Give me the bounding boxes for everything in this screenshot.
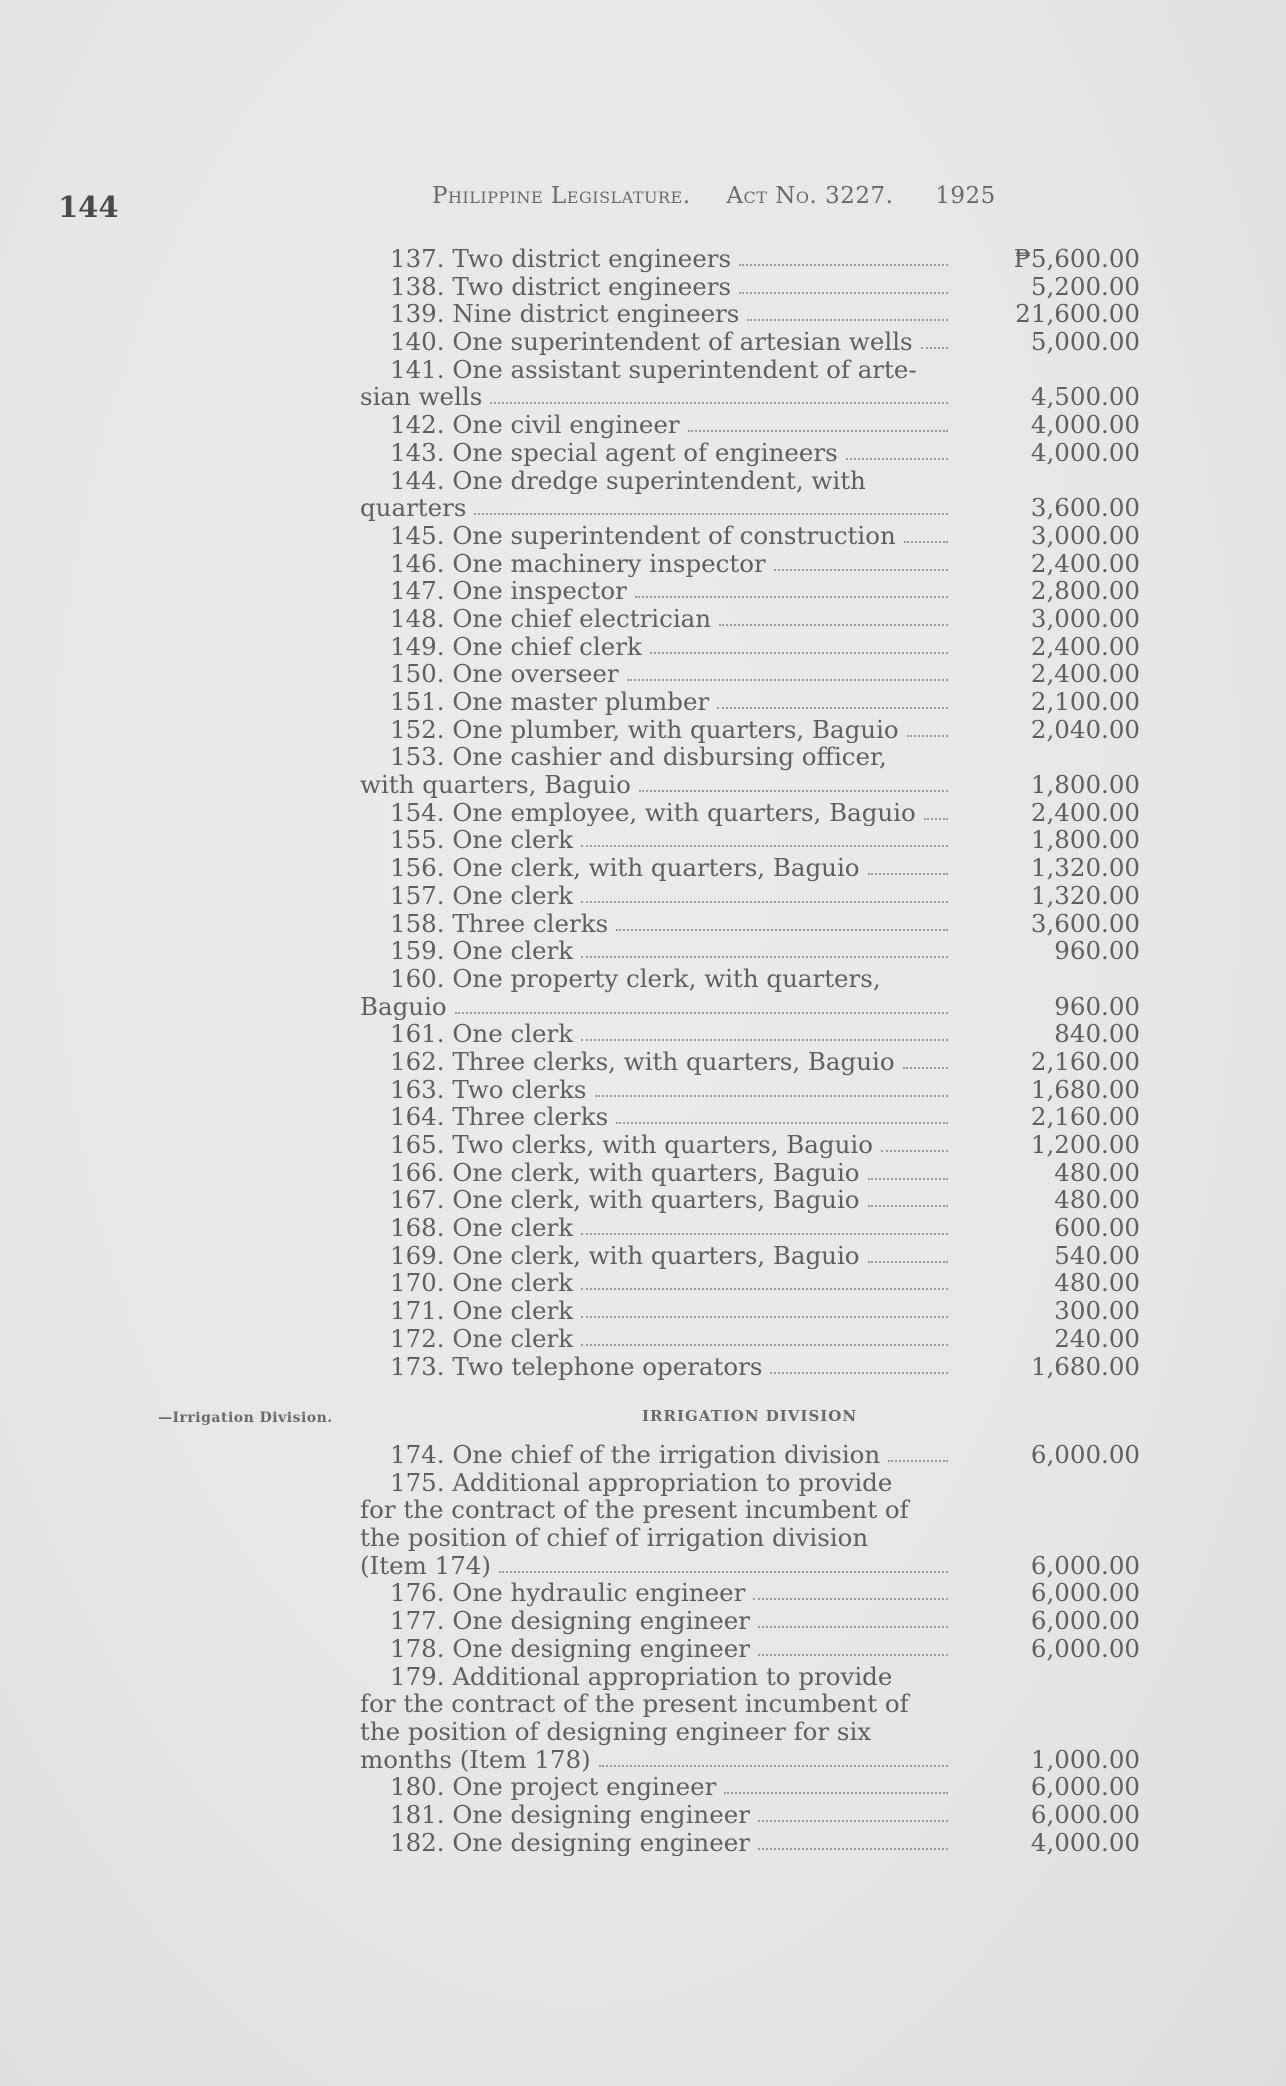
- line-item: [360, 1131, 1140, 1159]
- line-item: [360, 1579, 1140, 1607]
- line-item-row: [360, 1353, 1140, 1381]
- line-item: [360, 1297, 1140, 1325]
- item-amount: 1,800.00: [1030, 770, 1140, 800]
- line-item: [360, 356, 1140, 411]
- item-description: 163. Two clerks: [390, 1075, 587, 1104]
- leader-dots: [868, 1205, 948, 1207]
- running-head-legislature: Philippine Legislature.: [432, 183, 691, 209]
- item-description: 179. Additional appropriation to provide: [390, 1662, 893, 1691]
- line-item: [360, 633, 1140, 661]
- item-amount: 4,000.00: [1030, 410, 1140, 440]
- item-description: 177. One designing engineer: [390, 1607, 750, 1635]
- leader-dots: [627, 679, 948, 681]
- item-amount: 2,160.00: [1030, 1046, 1140, 1076]
- line-item: [360, 910, 1140, 938]
- item-amount: 1,200.00: [1030, 1130, 1140, 1159]
- leader-dots: [868, 873, 948, 875]
- leader-dots: [490, 402, 948, 404]
- line-item-row: [360, 273, 1140, 301]
- line-item-row: [360, 1242, 1140, 1270]
- leader-dots: [770, 1372, 948, 1374]
- leader-dots: [581, 956, 948, 958]
- leader-dots: [581, 1288, 948, 1290]
- line-item: [360, 660, 1140, 688]
- item-description-continued: the position of designing engineer for six: [360, 1717, 872, 1746]
- item-amount: 1,320.00: [1030, 880, 1140, 910]
- leader-dots: [907, 735, 948, 737]
- leader-dots: [924, 818, 948, 820]
- item-description: 166. One clerk, with quarters, Baguio: [390, 1158, 860, 1187]
- leader-dots: [474, 513, 948, 515]
- item-description: 162. Three clerks, with quarters, Baguio: [390, 1047, 895, 1076]
- leader-dots: [455, 1012, 948, 1014]
- item-amount: 5,200.00: [1030, 271, 1140, 301]
- line-item: [360, 1801, 1140, 1829]
- line-item-row: [360, 300, 1140, 328]
- leader-dots: [747, 319, 948, 321]
- line-item: [360, 965, 1140, 1020]
- line-item-row: [360, 1718, 1140, 1746]
- item-description: 155. One clerk: [390, 826, 574, 855]
- item-description: 145. One superintendent of construction: [390, 521, 896, 550]
- leader-dots: [724, 1792, 948, 1794]
- line-item-row: [360, 937, 1140, 965]
- line-item-row: [360, 965, 1140, 993]
- leader-dots: [581, 1233, 948, 1235]
- leader-dots: [581, 1316, 948, 1318]
- line-item-row: [360, 1663, 1140, 1691]
- leader-dots: [581, 1039, 948, 1041]
- item-description: 148. One chief electrician: [390, 604, 712, 633]
- item-description-continued: months (Item 178): [360, 1745, 591, 1774]
- item-amount: 6,000.00: [1030, 1799, 1140, 1829]
- item-amount: 6,000.00: [1030, 1550, 1140, 1580]
- leader-dots: [739, 264, 948, 266]
- line-item: [360, 1269, 1140, 1297]
- item-amount: 240.00: [1054, 1323, 1140, 1353]
- leader-dots: [595, 1095, 948, 1097]
- item-amount: 2,400.00: [1030, 659, 1140, 689]
- line-item-row: [360, 1269, 1140, 1297]
- line-item: [360, 300, 1140, 328]
- line-item: [360, 1159, 1140, 1187]
- item-amount: 1,680.00: [1030, 1074, 1140, 1104]
- line-item-row: [360, 771, 1140, 799]
- leader-dots: [717, 707, 948, 709]
- item-description-continued: with quarters, Baguio: [360, 771, 631, 799]
- item-description: 150. One overseer: [390, 660, 619, 689]
- line-item-row: [360, 1325, 1140, 1353]
- item-description: 157. One clerk: [390, 881, 574, 910]
- line-item-row: [360, 1214, 1140, 1242]
- line-item-row: [360, 1131, 1140, 1159]
- leader-dots: [881, 1150, 948, 1152]
- line-item: [360, 882, 1140, 910]
- line-item-row: [360, 577, 1140, 605]
- item-amount: 2,400.00: [1030, 631, 1140, 661]
- line-item-row: [360, 1469, 1140, 1497]
- item-amount: 6,000.00: [1030, 1440, 1140, 1469]
- side-note-irrigation: —Irrigation Division.: [158, 1410, 333, 1426]
- line-item-row: [360, 1103, 1140, 1131]
- item-amount: 3,000.00: [1030, 603, 1140, 633]
- item-amount: 1,000.00: [1030, 1744, 1140, 1774]
- line-item: [360, 1325, 1140, 1353]
- item-description: 142. One civil engineer: [390, 411, 680, 439]
- leader-dots: [581, 845, 948, 847]
- item-description: 152. One plumber, with quarters, Baguio: [390, 715, 899, 744]
- item-amount: 2,160.00: [1030, 1102, 1140, 1132]
- line-item-row: [360, 688, 1140, 716]
- leader-dots: [616, 1122, 948, 1124]
- item-description-continued: for the contract of the present incumbent of: [360, 1690, 909, 1718]
- leader-dots: [774, 569, 948, 571]
- item-description-continued: for the contract of the present incumbent of: [360, 1496, 909, 1525]
- line-item-row: [360, 854, 1140, 882]
- item-description: 182. One designing engineer: [390, 1828, 750, 1857]
- leader-dots: [758, 1654, 948, 1656]
- item-description: 160. One property clerk, with quarters,: [390, 964, 881, 993]
- line-item-row: [360, 716, 1140, 744]
- item-description: 141. One assistant superintendent of arte-: [390, 355, 917, 384]
- item-description: 180. One project engineer: [390, 1773, 717, 1801]
- item-amount: 1,800.00: [1030, 825, 1140, 855]
- line-item-row: [360, 605, 1140, 633]
- item-description-continued: Baguio: [360, 992, 447, 1021]
- line-item-row: [360, 1159, 1140, 1187]
- line-item: [360, 522, 1140, 550]
- line-item-row: [360, 826, 1140, 854]
- item-amount: 4,000.00: [1030, 1827, 1140, 1857]
- item-amount: 480.00: [1054, 1185, 1140, 1215]
- item-amount: 4,000.00: [1030, 437, 1140, 467]
- line-item: [360, 937, 1140, 965]
- leader-dots: [904, 541, 948, 543]
- item-amount: 3,600.00: [1030, 493, 1140, 523]
- leader-dots: [739, 292, 948, 294]
- item-amount: 2,040.00: [1030, 714, 1140, 744]
- item-amount: 5,000.00: [1030, 327, 1140, 357]
- line-item: [360, 826, 1140, 854]
- item-description: 139. Nine district engineers: [390, 300, 740, 329]
- leader-dots: [868, 1178, 948, 1180]
- item-description: 138. Two district engineers: [390, 272, 732, 301]
- leader-dots: [499, 1571, 948, 1573]
- leader-dots: [758, 1848, 948, 1850]
- line-item: [360, 1441, 1140, 1469]
- line-item: [360, 1469, 1140, 1580]
- line-item: [360, 854, 1140, 882]
- line-item: [360, 1214, 1140, 1242]
- line-item-row: [360, 522, 1140, 550]
- item-description-continued: the position of chief of irrigation division: [360, 1524, 869, 1552]
- item-amount: 3,600.00: [1030, 908, 1140, 938]
- line-item: [360, 1607, 1140, 1635]
- leader-dots: [635, 596, 948, 598]
- line-item-row: [360, 328, 1140, 356]
- item-description: 169. One clerk, with quarters, Baguio: [390, 1241, 860, 1270]
- leader-dots: [719, 624, 948, 626]
- line-item: [360, 577, 1140, 605]
- line-item: [360, 328, 1140, 356]
- line-item-row: [360, 743, 1140, 771]
- item-description: 156. One clerk, with quarters, Baguio: [390, 854, 860, 882]
- line-item: [360, 1076, 1140, 1104]
- appropriation-list: [360, 245, 1140, 1380]
- item-amount: 2,100.00: [1030, 687, 1140, 716]
- line-item-row: [360, 356, 1140, 384]
- line-item-row: [360, 1773, 1140, 1801]
- leader-dots: [616, 929, 948, 931]
- line-item-row: [360, 882, 1140, 910]
- leader-dots: [753, 1598, 948, 1600]
- line-item-row: [360, 245, 1140, 273]
- leader-dots: [599, 1765, 948, 1767]
- leader-dots: [868, 1261, 948, 1263]
- line-item: [360, 245, 1140, 273]
- item-amount: 1,320.00: [1030, 853, 1140, 883]
- line-item: [360, 605, 1140, 633]
- line-item: [360, 467, 1140, 522]
- leader-dots: [581, 901, 948, 903]
- line-item: [360, 1353, 1140, 1381]
- leader-dots: [581, 1344, 948, 1346]
- line-item-row: [360, 1297, 1140, 1325]
- item-description: 181. One designing engineer: [390, 1800, 750, 1829]
- line-item-row: [360, 494, 1140, 522]
- line-item-row: [360, 1020, 1140, 1048]
- line-item-row: [360, 1801, 1140, 1829]
- item-description: 153. One cashier and disbursing officer,: [390, 743, 887, 772]
- item-amount: 6,000.00: [1030, 1606, 1140, 1636]
- line-item: [360, 1773, 1140, 1801]
- line-item: [360, 1242, 1140, 1270]
- item-amount: 6,000.00: [1030, 1633, 1140, 1663]
- item-amount: 960.00: [1054, 936, 1140, 966]
- item-amount: 4,500.00: [1030, 382, 1140, 412]
- item-description: 151. One master plumber: [390, 688, 710, 716]
- item-description: 149. One chief clerk: [390, 632, 642, 661]
- line-item: [360, 1186, 1140, 1214]
- section-heading: IRRIGATION DIVISION: [642, 1407, 858, 1425]
- leader-dots: [639, 790, 948, 792]
- item-description: 154. One employee, with quarters, Baguio: [390, 798, 916, 827]
- item-amount: 540.00: [1054, 1240, 1140, 1270]
- item-description: 165. Two clerks, with quarters, Baguio: [390, 1131, 873, 1159]
- item-description: 178. One designing engineer: [390, 1634, 750, 1663]
- item-description: 172. One clerk: [390, 1324, 574, 1353]
- leader-dots: [758, 1820, 948, 1822]
- line-item: [360, 716, 1140, 744]
- running-head: [432, 183, 996, 209]
- leader-dots: [846, 458, 948, 460]
- line-item: [360, 1663, 1140, 1774]
- item-amount: 480.00: [1054, 1157, 1140, 1187]
- item-amount: 960.00: [1054, 991, 1140, 1021]
- line-item: [360, 1829, 1140, 1857]
- line-item: [360, 1048, 1140, 1076]
- item-amount: 2,800.00: [1030, 576, 1140, 606]
- line-item-row: [360, 1607, 1140, 1635]
- leader-dots: [921, 347, 948, 349]
- item-amount: 21,600.00: [1015, 299, 1140, 329]
- line-item: [360, 273, 1140, 301]
- item-description: 146. One machinery inspector: [390, 549, 766, 578]
- line-item: [360, 799, 1140, 827]
- line-item-row: [360, 439, 1140, 467]
- item-description: 174. One chief of the irrigation division: [390, 1441, 881, 1469]
- item-amount: 300.00: [1054, 1296, 1140, 1326]
- line-item-row: [360, 910, 1140, 938]
- item-description: 176. One hydraulic engineer: [390, 1579, 746, 1608]
- line-item: [360, 743, 1140, 798]
- item-description: 167. One clerk, with quarters, Baguio: [390, 1186, 860, 1215]
- line-item-row: [360, 1496, 1140, 1524]
- item-amount: 6,000.00: [1030, 1772, 1140, 1802]
- running-head-act: Act No. 3227.: [726, 183, 894, 209]
- line-item-row: [360, 993, 1140, 1021]
- leader-dots: [903, 1067, 948, 1069]
- line-item-row: [360, 1441, 1140, 1469]
- leader-dots: [758, 1626, 948, 1628]
- item-description: 168. One clerk: [390, 1214, 574, 1242]
- item-description: 175. Additional appropriation to provide: [390, 1468, 893, 1497]
- item-description: 170. One clerk: [390, 1269, 574, 1298]
- line-item-row: [360, 1048, 1140, 1076]
- line-item-row: [360, 1552, 1140, 1580]
- line-item: [360, 1635, 1140, 1663]
- item-description: 147. One inspector: [390, 577, 627, 605]
- item-amount: 6,000.00: [1030, 1578, 1140, 1608]
- item-amount: ₱5,600.00: [1013, 244, 1140, 273]
- item-description: 143. One special agent of engineers: [390, 438, 838, 467]
- line-item-row: [360, 467, 1140, 495]
- line-item-row: [360, 411, 1140, 439]
- line-item: [360, 1103, 1140, 1131]
- item-description: 137. Two district engineers: [390, 245, 732, 273]
- line-item-row: [360, 1579, 1140, 1607]
- item-description: 144. One dredge superintendent, with: [390, 466, 866, 495]
- item-amount: 2,400.00: [1030, 548, 1140, 578]
- running-head-year: 1925: [935, 183, 996, 209]
- leader-dots: [888, 1460, 948, 1462]
- item-description: 161. One clerk: [390, 1020, 574, 1048]
- leader-dots: [688, 430, 948, 432]
- irrigation-appropriation-list: [360, 1441, 1140, 1856]
- line-item-row: [360, 660, 1140, 688]
- line-item-row: [360, 1186, 1140, 1214]
- line-item-row: [360, 1524, 1140, 1552]
- item-description: 140. One superintendent of artesian wells: [390, 328, 913, 356]
- line-item-row: [360, 1829, 1140, 1857]
- item-description-continued: quarters: [360, 494, 467, 522]
- line-item-row: [360, 550, 1140, 578]
- line-item-row: [360, 799, 1140, 827]
- line-item-row: [360, 1746, 1140, 1774]
- page-number: 144: [58, 190, 119, 224]
- leader-dots: [650, 652, 948, 654]
- line-item: [360, 439, 1140, 467]
- line-item: [360, 411, 1140, 439]
- item-amount: 480.00: [1054, 1268, 1140, 1298]
- item-amount: 2,400.00: [1030, 797, 1140, 827]
- line-item-row: [360, 1076, 1140, 1104]
- item-description-continued: sian wells: [360, 383, 483, 412]
- line-item: [360, 550, 1140, 578]
- item-description: 158. Three clerks: [390, 909, 609, 938]
- item-amount: 1,680.00: [1030, 1351, 1140, 1381]
- line-item: [360, 1020, 1140, 1048]
- item-amount: 600.00: [1054, 1213, 1140, 1243]
- item-description: 171. One clerk: [390, 1297, 574, 1325]
- item-description: 159. One clerk: [390, 937, 574, 965]
- line-item-row: [360, 633, 1140, 661]
- line-item-row: [360, 383, 1140, 411]
- item-amount: 3,000.00: [1030, 520, 1140, 550]
- line-item: [360, 688, 1140, 716]
- item-description-continued: (Item 174): [360, 1551, 491, 1580]
- line-item-row: [360, 1690, 1140, 1718]
- item-description: 173. Two telephone operators: [390, 1352, 763, 1381]
- item-amount: 840.00: [1054, 1019, 1140, 1049]
- item-description: 164. Three clerks: [390, 1103, 609, 1132]
- line-item-row: [360, 1635, 1140, 1663]
